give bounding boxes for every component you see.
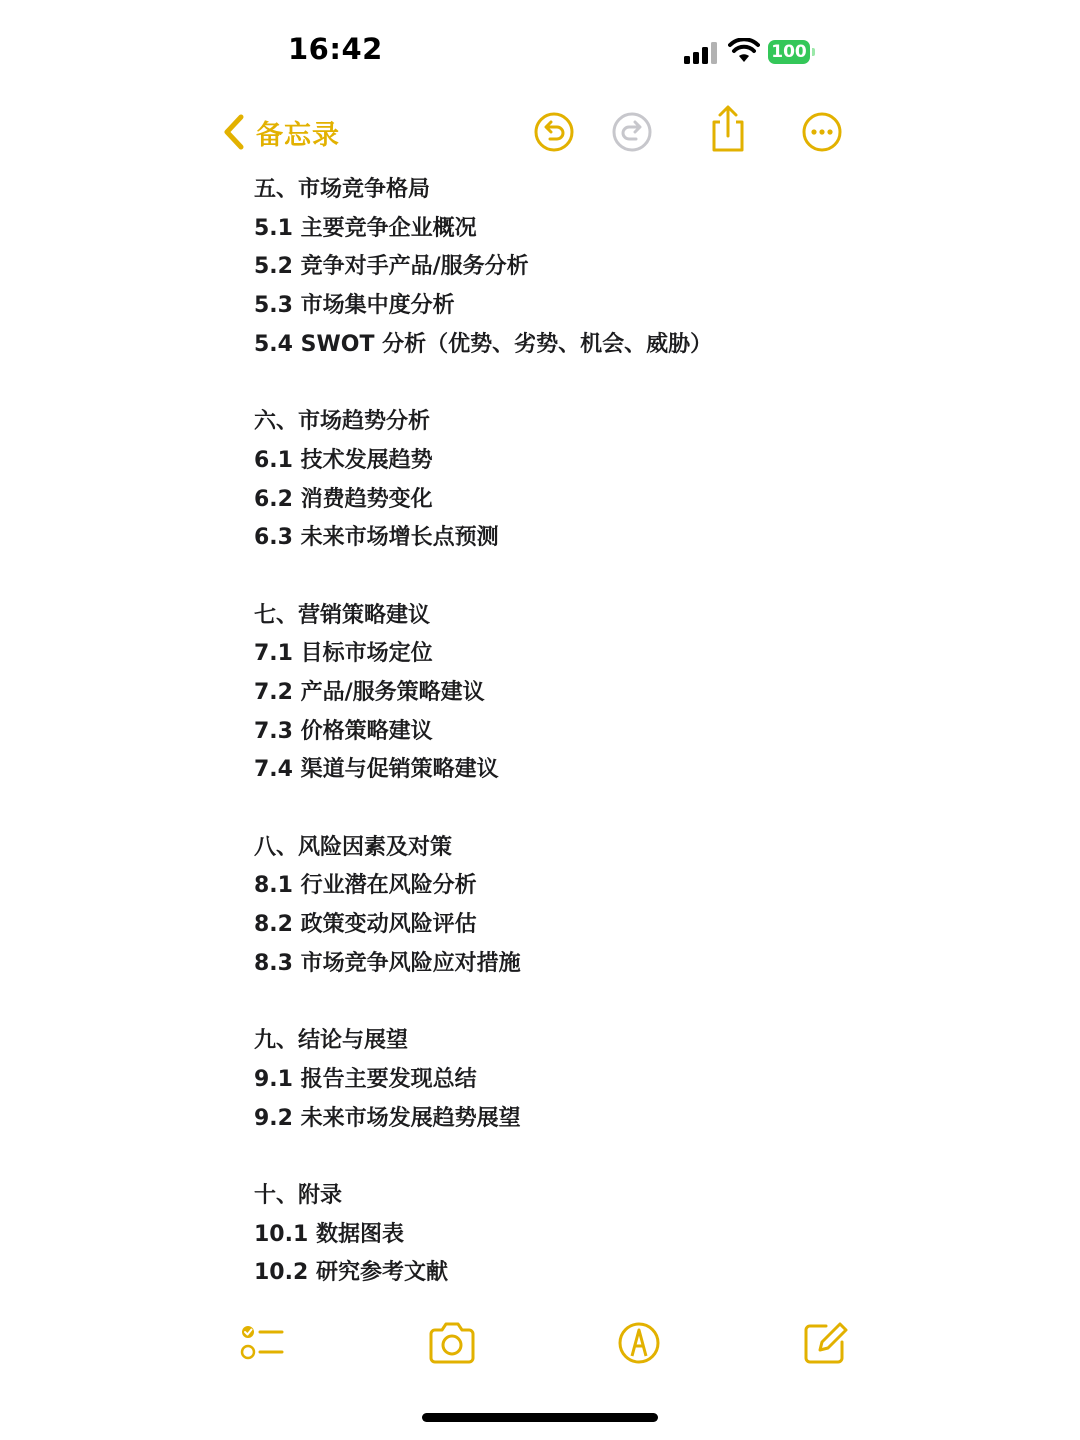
note-line: 7.1 目标市场定位	[254, 641, 433, 667]
navigation-bar	[0, 100, 1080, 166]
note-line: 六、市场趋势分析	[254, 409, 431, 435]
note-line: 5.3 市场集中度分析	[254, 293, 455, 319]
markup-button[interactable]	[614, 1318, 664, 1368]
undo-button[interactable]	[532, 110, 576, 154]
note-line: 十、附录	[254, 1182, 343, 1208]
note-line: 九、结论与展望	[254, 1028, 409, 1054]
note-line: 5.1 主要竞争企业概况	[254, 215, 477, 241]
note-line: 5.4 SWOT 分析（优势、劣势、机会、威胁）	[254, 331, 713, 357]
note-line: 8.2 政策变动风险评估	[254, 912, 477, 938]
redo-button[interactable]	[610, 110, 654, 154]
note-line: 5.2 竞争对手产品/服务分析	[254, 254, 529, 280]
note-line: 8.1 行业潜在风险分析	[254, 873, 477, 899]
checklist-button[interactable]	[238, 1318, 288, 1368]
note-line: 6.1 技术发展趋势	[254, 447, 433, 473]
cellular-signal-icon	[684, 40, 718, 64]
redo-icon	[614, 114, 650, 150]
status-bar	[0, 0, 1080, 100]
battery-cap	[812, 48, 815, 56]
camera-icon	[431, 1324, 473, 1362]
note-line: 10.1 数据图表	[254, 1221, 404, 1247]
more-button[interactable]	[800, 110, 844, 154]
note-line: 七、营销策略建议	[254, 602, 431, 628]
note-line: 8.3 市场竞争风险应对措施	[254, 950, 521, 976]
note-blank-line	[254, 983, 954, 1022]
compose-icon	[806, 1324, 846, 1362]
note-line: 10.2 研究参考文献	[254, 1260, 448, 1286]
wifi-icon	[728, 38, 760, 64]
note-line: 9.1 报告主要发现总结	[254, 1066, 477, 1092]
chevron-left-icon	[222, 114, 246, 150]
camera-button[interactable]	[427, 1318, 477, 1368]
note-blank-line	[254, 364, 954, 403]
share-button[interactable]	[706, 104, 750, 154]
back-button[interactable]	[222, 110, 340, 154]
note-line: 9.2 未来市场发展趋势展望	[254, 1105, 521, 1131]
note-line: 6.2 消费趋势变化	[254, 486, 433, 512]
note-line: 7.4 渠道与促销策略建议	[254, 757, 499, 783]
markup-icon	[620, 1324, 658, 1362]
battery-indicator: 100	[768, 40, 810, 64]
note-line: 八、风险因素及对策	[254, 834, 453, 860]
bottom-toolbar	[0, 1318, 1080, 1368]
note-blank-line	[254, 790, 954, 829]
back-label: 备忘录	[256, 119, 340, 151]
home-indicator[interactable]	[422, 1413, 658, 1422]
note-blank-line	[254, 558, 954, 597]
note-body[interactable]	[254, 171, 954, 1293]
status-time: 16:42	[288, 32, 383, 66]
note-line: 7.2 产品/服务策略建议	[254, 679, 485, 705]
undo-icon	[536, 114, 572, 150]
note-line: 7.3 价格策略建议	[254, 718, 433, 744]
note-line: 五、市场竞争格局	[254, 177, 431, 202]
compose-button[interactable]	[800, 1318, 850, 1368]
note-blank-line	[254, 1138, 954, 1177]
checklist-icon	[242, 1326, 282, 1358]
note-line: 6.3 未来市场增长点预测	[254, 525, 499, 551]
